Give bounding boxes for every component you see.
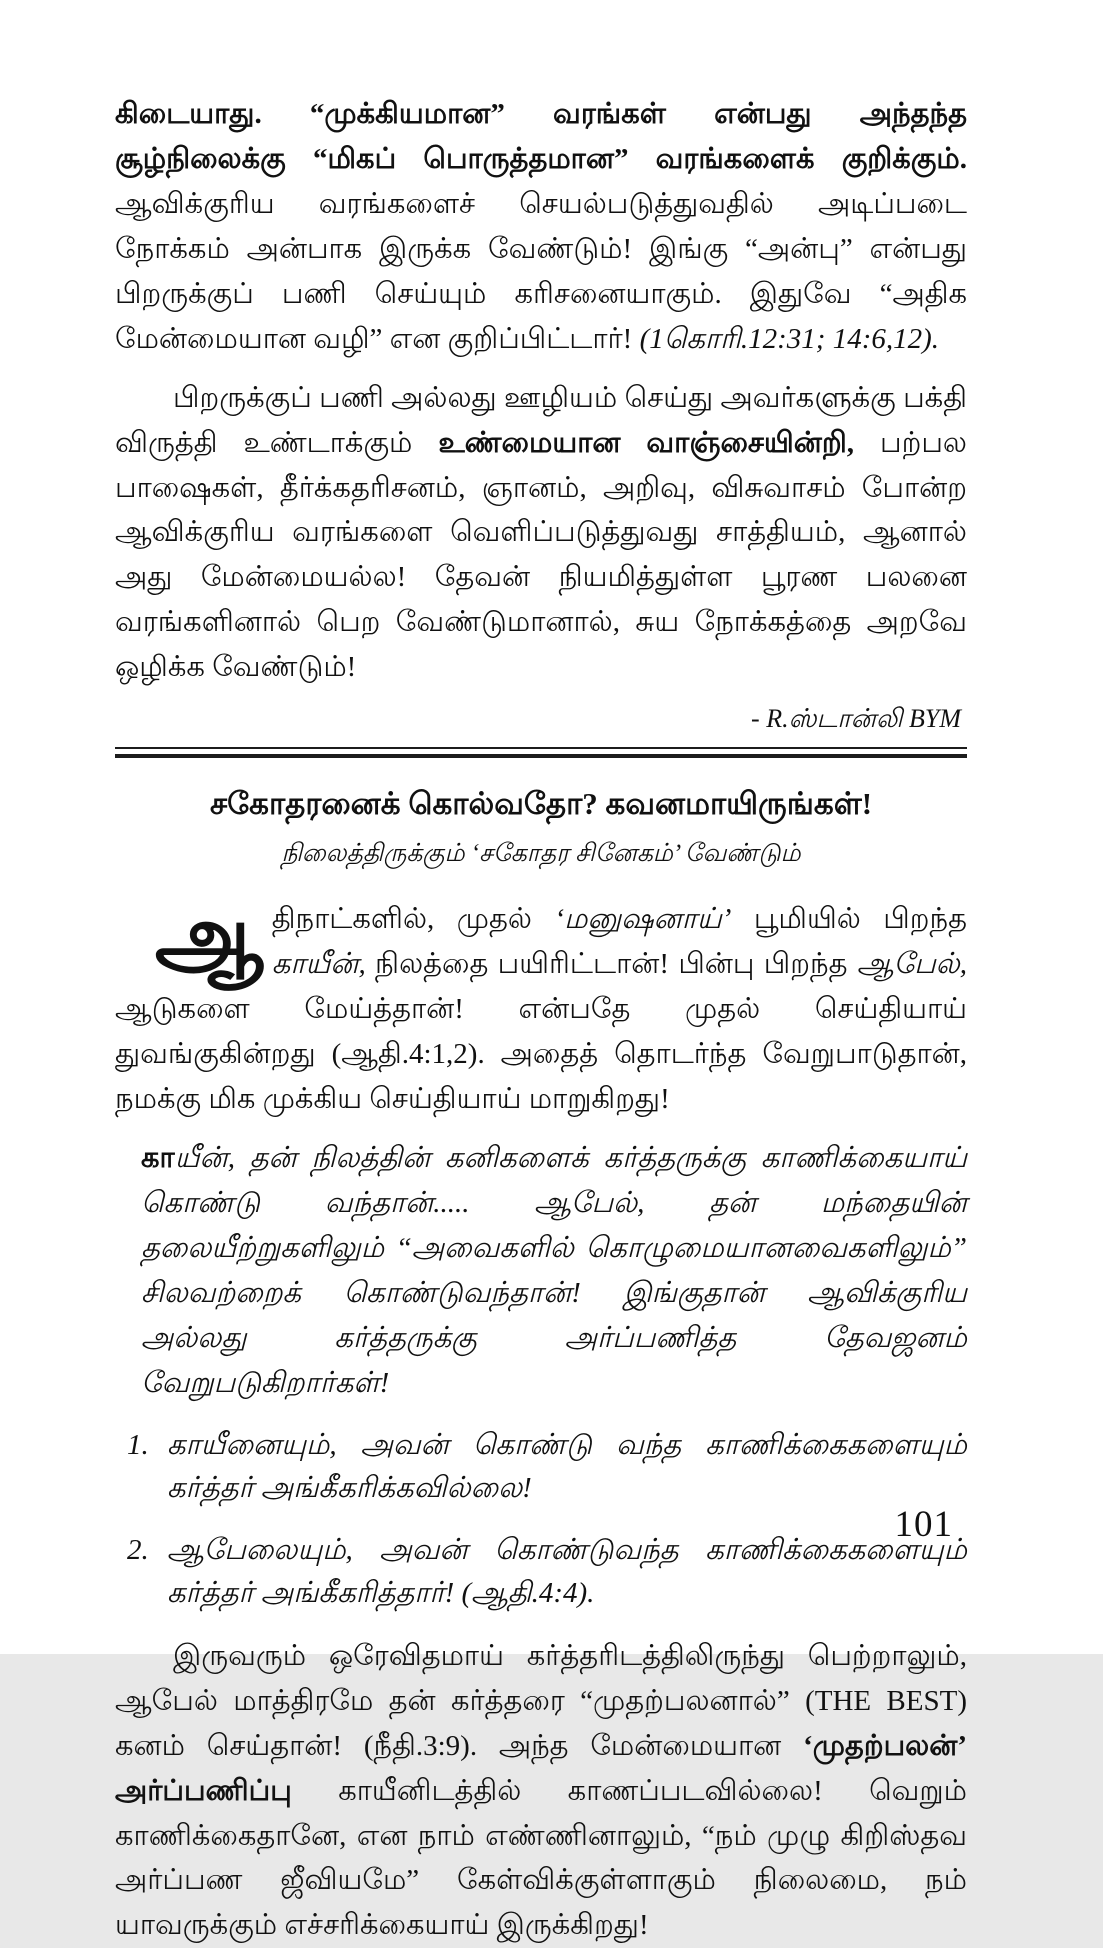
- scripture-quote-paragraph: காயீன், தன் நிலத்தின் கனிகளைக் கர்த்தருக்கு காணிக்கையாய் கொண்டு வந்தான்..... ஆபேல், தன் மந்தையின் தலையீற்றுகளிலும் “அவைகளில் கொழுமையானவைகளிலும்” சிலவற்றைக் கொண்டுவந்தான்! இங்குதான் ஆவிக்குரிய அல்லது கர்த்தருக்கு அர்ப்பணித்த தேவஜனம் வேறுபடுகிறார்கள்!: [141, 1142, 967, 1399]
- numbered-list: [115, 1424, 967, 1616]
- continuation-paragraph: கிடையாது. “முக்கியமான” வரங்கள் என்பது அந்தந்த சூழ்நிலைக்கு “மிகப் பொருத்தமான” வரங்களைக் குறிக்கும். ஆவிக்குரிய வரங்களைச் செயல்படுத்துவதில் அடிப்படை நோக்கம் அன்பாக இருக்க வேண்டும்! இங்கு “அன்பு” என்பது பிறருக்குப் பணி செய்யும் கரிசனையாகும். இதுவே “அதிக மேன்மையான வழி” என குறிப்பிட்டார்! (1கொரி.12:31; 14:6,12).: [115, 98, 967, 355]
- list-item: [115, 1529, 967, 1616]
- page-number: 101: [894, 1504, 953, 1545]
- closing-paragraph: இருவரும் ஒரேவிதமாய் கர்த்தரிடத்திலிருந்து பெற்றாலும், ஆபேல் மாத்திரமே தன் கர்த்தரை “முதற்பலனால்” (THE BEST) கனம் செய்தான்! (நீதி.3:9). அந்த மேன்மையான ‘முதற்பலன்’ அர்ப்பணிப்பு காயீனிடத்தில் காணப்படவில்லை! வெறும் காணிக்கைதானே, என நாம் எண்ணினாலும், “நம் முழு கிறிஸ்தவ அர்ப்பண ஜீவியமே” கேள்விக்குள்ளாகும் நிலைமை, நம் யாவருக்கும் எச்சரிக்கையாய் இருக்கிறது!: [115, 1639, 967, 1942]
- drop-cap-letter: ஆ: [155, 888, 264, 985]
- list-item-number: 1.: [127, 1428, 149, 1461]
- list-item-text: ஆபேலையும், அவன் கொண்டுவந்த காணிக்கைகளையும் கர்த்தர் அங்கீகரித்தார்! (ஆதி.4:4).: [167, 1533, 967, 1610]
- article-opening-paragraph: [115, 888, 967, 1122]
- author-signature: - R.ஸ்டான்லி BYM: [751, 704, 961, 734]
- section-divider-rule: [115, 747, 967, 758]
- article-subtitle: நிலைத்திருக்கும் ‘சகோதர சினேகம்’ வேண்டும்: [281, 840, 801, 868]
- list-item-number: 2.: [127, 1533, 149, 1566]
- article-opening-text: திநாட்களில், முதல் ‘மனுஷனாய்’ பூமியில் பிறந்த காயீன், நிலத்தை பயிரிட்டான்! பின்பு பிறந்த ஆபேல், ஆடுகளை மேய்த்தான்! என்பதே முதல் செய்தியாய் துவங்குகின்றது (ஆதி.4:1,2). அதைத் தொடர்ந்த வேறுபாடுதான், நமக்கு மிக முக்கிய செய்தியாய் மாறுகிறது!: [115, 903, 967, 1116]
- article-title: சகோதரனைக் கொல்வதோ? கவனமாயிருங்கள்!: [209, 786, 873, 822]
- body-paragraph: பிறருக்குப் பணி அல்லது ஊழியம் செய்து அவர்களுக்கு பக்தி விருத்தி உண்டாக்கும் உண்மையான வாஞ்சையின்றி, பற்பல பாஷைகள், தீர்க்கதரிசனம், ஞானம், அறிவு, விசுவாசம் போன்ற ஆவிக்குரிய வரங்களை வெளிப்படுத்துவது சாத்தியம், ஆனால் அது மேன்மையல்ல! தேவன் நியமித்துள்ள பூரண பலனை வரங்களினால் பெற வேண்டுமானால், சுய நோக்கத்தை அறவே ஒழிக்க வேண்டும்!: [115, 381, 967, 684]
- list-item: [115, 1424, 967, 1511]
- list-item-text: காயீனையும், அவன் கொண்டு வந்த காணிக்கைகளையும் கர்த்தர் அங்கீகரிக்கவில்லை!: [167, 1428, 967, 1505]
